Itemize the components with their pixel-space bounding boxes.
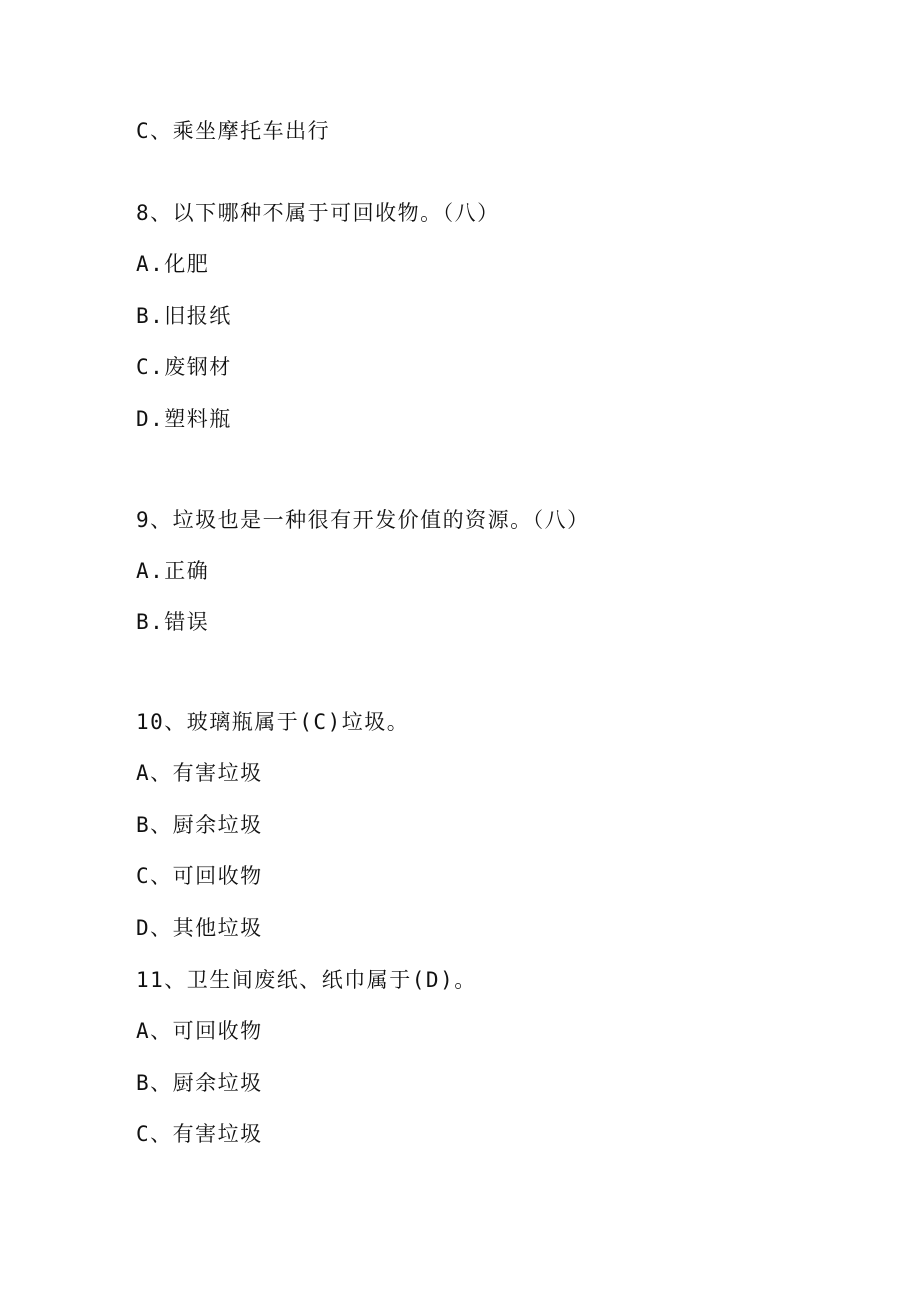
- q8-option-c: C.废钢材: [136, 355, 232, 379]
- q10-option-b: B、厨余垃圾: [136, 813, 263, 837]
- q8-option-d: D.塑料瓶: [136, 407, 232, 431]
- q11-question: 11、卫生间废纸、纸巾属于(D)。: [136, 968, 477, 992]
- q10-option-d: D、其他垃圾: [136, 916, 263, 940]
- q9-option-a: A.正确: [136, 559, 210, 583]
- q8-option-b: B.旧报纸: [136, 304, 232, 328]
- q9-option-b: B.错误: [136, 610, 210, 634]
- q11-option-a: A、可回收物: [136, 1019, 263, 1043]
- q10-option-a: A、有害垃圾: [136, 761, 263, 785]
- q7-option-c: C、乘坐摩托车出行: [136, 119, 331, 143]
- q8-question: 8、以下哪种不属于可回收物。（八）: [136, 201, 500, 225]
- q8-option-a: A.化肥: [136, 252, 210, 276]
- q10-option-c: C、可回收物: [136, 864, 263, 888]
- q11-option-b: B、厨余垃圾: [136, 1071, 263, 1095]
- q9-question: 9、垃圾也是一种很有开发价值的资源。（八）: [136, 508, 590, 532]
- q10-question: 10、玻璃瓶属于(C)垃圾。: [136, 710, 410, 734]
- q11-option-c: C、有害垃圾: [136, 1122, 263, 1146]
